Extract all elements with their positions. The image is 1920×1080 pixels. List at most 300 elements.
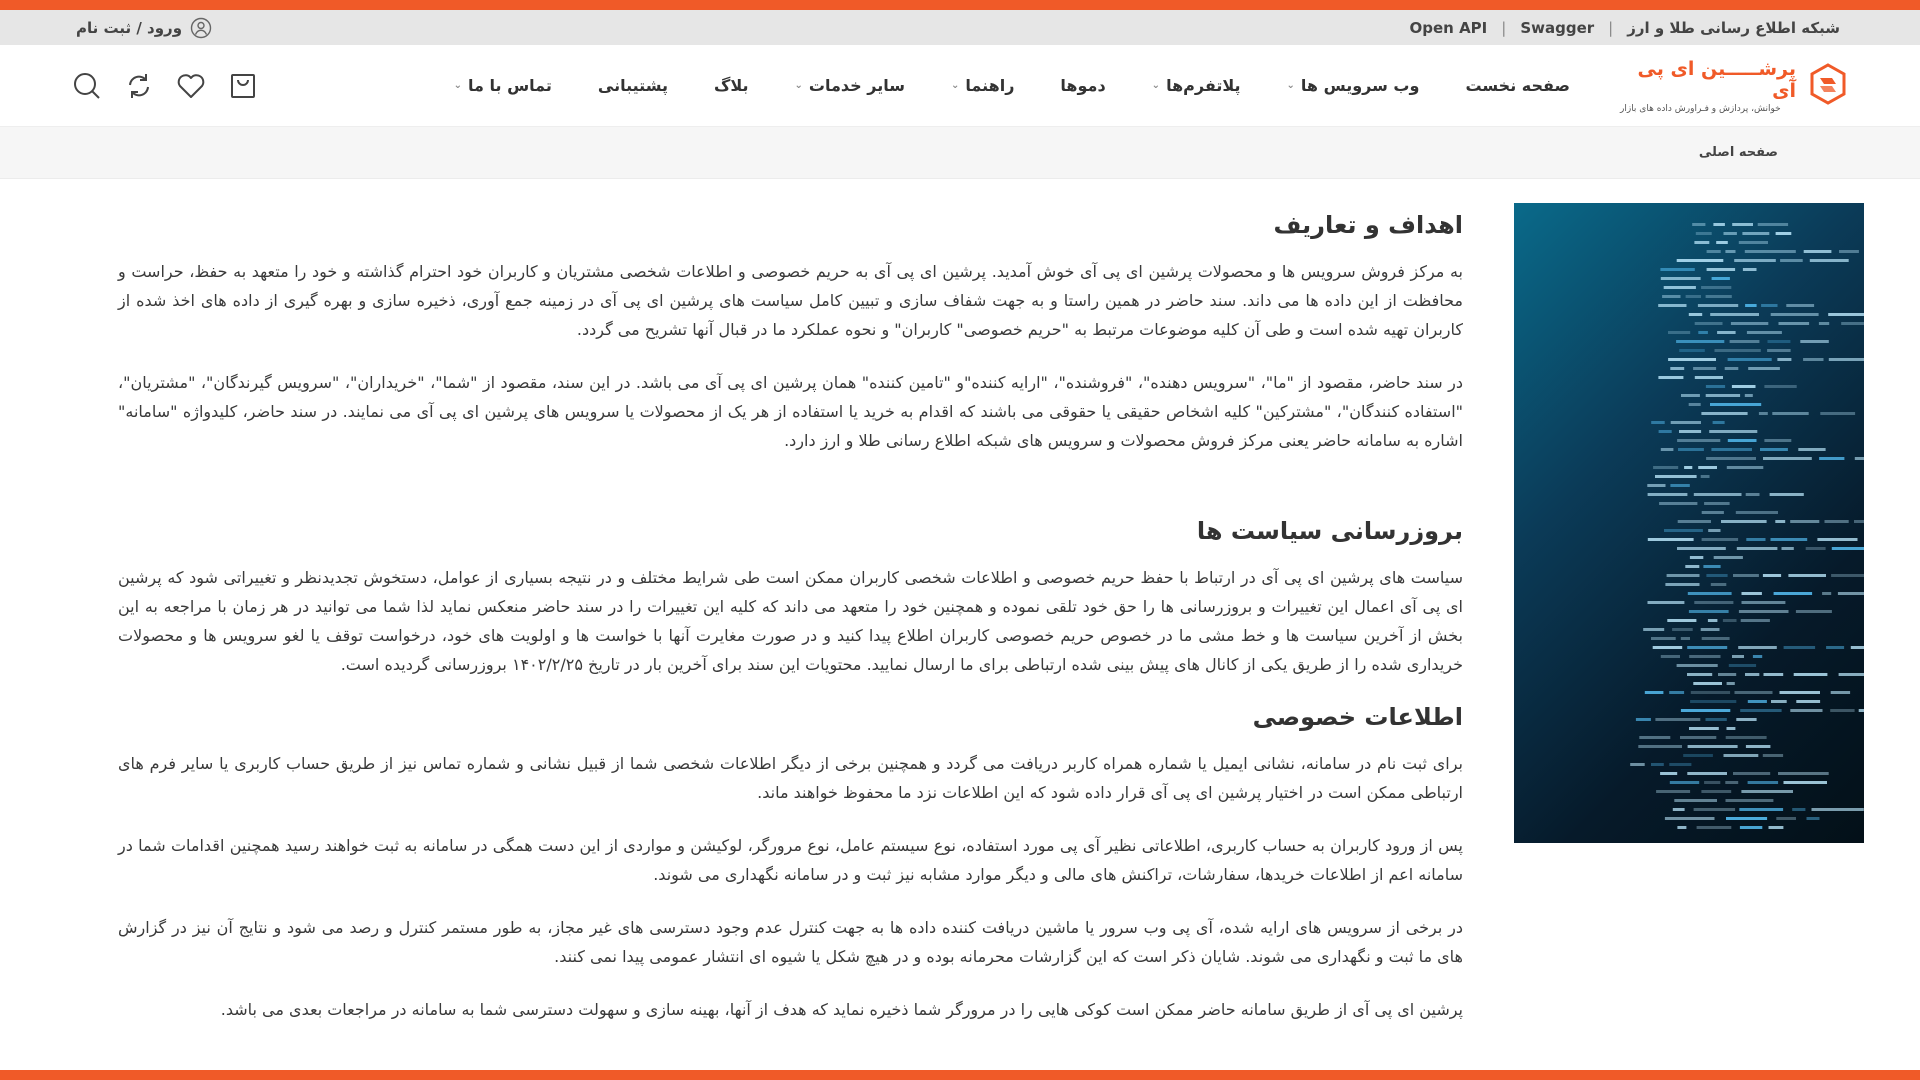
code-line [1695,322,1723,325]
section-title-goals: اهداف و تعاریف [1273,211,1463,239]
code-line [1745,673,1759,676]
code-line [1713,223,1725,226]
code-line [1660,772,1677,775]
topbar-links [1410,19,1841,37]
nav-demos[interactable] [1060,76,1105,95]
code-line [1689,727,1719,730]
code-line [1681,637,1690,640]
code-line [1825,520,1849,523]
code-line [1696,232,1712,235]
code-line [1729,664,1756,667]
code-line [1839,673,1864,676]
code-line [1687,646,1727,649]
open-api-link[interactable]: Open API [1409,18,1488,37]
code-line [1647,484,1665,487]
code-line [1735,691,1773,694]
code-line [1698,331,1708,334]
code-line [1688,745,1738,748]
code-line [1695,376,1723,379]
code-line [1694,493,1742,496]
code-line [1643,628,1664,631]
code-line [1859,709,1864,712]
code-line [1831,691,1850,694]
code-line [1677,826,1686,829]
code-line [1820,412,1855,415]
code-line [1693,682,1722,685]
code-line [1763,574,1781,577]
code-line [1792,808,1805,811]
code-line [1748,367,1780,370]
code-line [1704,502,1730,505]
code-illustration-image [1514,203,1864,843]
code-line [1680,736,1716,739]
code-line [1745,394,1753,397]
code-line [1668,331,1690,334]
code-line [1841,322,1864,325]
code-line [1665,817,1715,820]
policy-article [118,203,1463,1048]
code-line [1702,637,1730,640]
code-line [1706,385,1725,388]
code-line [1763,754,1783,757]
code-line [1687,772,1727,775]
code-line [1817,538,1857,541]
code-line [1664,286,1696,289]
code-line [1667,574,1700,577]
code-line [1761,304,1777,307]
code-line [1734,259,1776,262]
code-line [1726,817,1767,820]
code-line [1697,826,1732,829]
code-line [1798,448,1825,451]
header-icons [72,71,258,101]
code-line [1728,358,1772,361]
code-line [1684,466,1692,469]
code-line [1706,574,1727,577]
code-line [1728,439,1757,442]
code-line [1740,709,1781,712]
code-line [1784,646,1816,649]
code-line [1630,763,1645,766]
refresh-icon[interactable] [124,71,154,101]
code-line [1669,691,1684,694]
code-line [1681,709,1730,712]
code-line [1746,538,1765,541]
breadcrumb [0,127,1920,179]
nav-home[interactable] [1465,76,1570,95]
code-line [1725,781,1738,784]
code-line [1688,592,1732,595]
code-line [1732,655,1744,658]
search-icon[interactable] [72,71,102,101]
code-line [1636,718,1651,721]
paragraph: برای ثبت نام در سامانه، نشانی ایمیل یا شماره همراه کاربر دریافت می گردد و همچنین برخی از دیگر اطلاعات شخصی شما از قبیل نشانی و شماره تماس نیز از طریق حساب کاربری یا سایر فرم های ارتباطی ممکن است در اختیار پرشین ای پی آی قرار داده شود که این اطلاعات نزد ما محفوظ خواهند ماند. [118,754,1463,802]
nav-platforms[interactable] [1152,76,1241,95]
logo-icon [1806,62,1850,110]
code-line [1727,682,1735,685]
code-line [1670,367,1684,370]
code-line [1689,313,1702,316]
paragraph: در سند حاضر، مقصود از "ما"، "سرویس دهنده"، "فروشنده"، "ارایه کننده"و "تامین کننده" همان پرشین ای پی آی می باشد. در این سند، مقصود از "شما"، "خریداران"، "سرویس گیرندگان"، "مشتریان"، "استفاده کنندگان"، "مشترکین" کلیه اشخاص حقیقی یا حقوقی می باشند که اقدام به خرید یا استفاده از هر یک از محصولات یا سرویس های پرشین ای پی آی می نمایند. در سند حاضر، کلیدواژه "سامانه" اشاره به سامانه حاضر یعنی مرکز فروش محصولات و سرویس های شبکه اطلاع رسانی طلا و ارز دارد. [118,373,1463,450]
code-line [1653,466,1678,469]
section-title-updates: بروزرسانی سیاست ها [1196,517,1463,545]
code-line [1715,349,1761,352]
code-line [1838,592,1864,595]
code-line [1779,322,1810,325]
code-line [1712,277,1730,280]
code-line [1679,430,1701,433]
top-accent-bar [0,0,1920,10]
code-line [1701,286,1731,289]
nav-other-services[interactable] [795,76,905,95]
code-line [1670,484,1689,487]
code-line [1681,394,1700,397]
code-line [1723,619,1737,622]
code-line [1806,547,1826,550]
code-line [1771,313,1819,316]
code-line [1713,421,1725,424]
code-line [1690,556,1703,559]
code-line [1701,628,1720,631]
code-line [1790,709,1822,712]
code-line [1706,457,1756,460]
code-line [1707,250,1721,253]
code-line [1710,403,1761,406]
nav-contact[interactable] [454,76,552,95]
code-line [1716,241,1728,244]
code-line [1689,403,1701,406]
code-line [1758,223,1788,226]
code-line [1819,457,1844,460]
heart-icon[interactable] [176,71,206,101]
code-line [1721,520,1767,523]
code-line [1693,367,1716,370]
code-line [1790,520,1819,523]
code-line [1725,367,1739,370]
nav-blog[interactable] [714,76,749,95]
code-line [1831,574,1864,577]
code-line [1742,592,1762,595]
code-line [1668,358,1716,361]
code-line [1748,700,1767,703]
code-line [1770,493,1804,496]
code-line [1763,457,1812,460]
code-line [1776,232,1792,235]
paragraph: پس از ورود کاربران به حساب کاربری، اطلاعاتی نظیر آی پی مورد استفاده، نوع سیستم عامل، نوع مرورگر، لوکیشن و مواردی از این دست همگی در سامانه به ثبت خواهند رسید همچنین اقدامات شما در سامانه اعم از اطلاعات خریدها، سفارشات، تراکنش های مالی و دیگر موارد مشابه نیز ثبت و در سامانه نگهداری می شوند. [118,836,1463,884]
code-line [1732,385,1756,388]
code-line [1771,700,1787,703]
code-line [1701,475,1710,478]
code-line [1694,808,1736,811]
code-line [1658,304,1686,307]
code-line [1674,799,1717,802]
code-line [1718,673,1736,676]
code-line [1726,799,1774,802]
nav-web-services-label: وب سرویس ها [1300,76,1420,95]
code-line [1639,736,1670,739]
nav-support[interactable] [598,76,668,95]
code-line [1694,241,1709,244]
code-line [1812,808,1864,811]
code-line [1698,304,1738,307]
code-line [1826,646,1844,649]
code-line [1701,412,1747,415]
code-line [1660,268,1694,271]
code-line [1651,421,1665,424]
nav-blog-label: بلاگ [713,76,749,95]
code-line [1659,430,1672,433]
code-line [1854,520,1864,523]
paragraph: سیاست های پرشین ای پی آی در ارتباط با حفظ حریم خصوصی و اطلاعات شخصی کاربران ممکن است طی شرایط مختلف و در نتیجه بسیاری از عوامل، دستخوش تجدیدنظر و تغییراتی شود که پرشین ای پی آی اعمال این تغییرات و بروزرسانی ها را حق خود تلقی نموده و همچنین خود را متعهد می داند که کلیه این تغییرات را در سند حاضر منعکس نماید لذا شما می توانید در هر زمان با مراجعه به این بخش از آخرین سیاست ها و خط مشی ما در خصوص حریم خصوصی کاربران اطلاع پیدا کنید و در صورت مغایرت آنها با خواست ها و اولویت های خود، درخواست توقف یا لغو سرویس ها و محصولات خریداری شده را از طریق یکی از کانال های پیش بینی شده ارتباطی برای ما ارسال نمایید. محتویات این سند برای آخرین بار در تاریخ ۱۴۰۲/۲/۲۵ بروزرسانی گردیده است. [118,568,1463,674]
code-line [1689,610,1729,613]
nav-support-label: پشتیبانی [597,76,668,95]
code-line [1645,691,1664,694]
login-label: ورود / ثبت نام [76,18,183,37]
code-line [1704,781,1720,784]
code-line [1653,646,1683,649]
code-line [1775,520,1785,523]
code-line [1746,493,1760,496]
code-line [1796,700,1820,703]
swagger-link[interactable]: Swagger [1520,18,1595,37]
code-line [1839,250,1859,253]
code-line [1690,700,1736,703]
code-line [1830,709,1854,712]
code-line [1731,322,1768,325]
code-line [1679,349,1705,352]
nav-home-label: صفحه نخست [1465,76,1570,95]
code-line [1819,322,1829,325]
code-line [1692,223,1705,226]
code-line [1703,565,1720,568]
chevron-down-icon: ⌄ [453,80,462,91]
code-line [1648,538,1694,541]
chevron-down-icon: ⌄ [794,80,803,91]
code-line [1702,511,1724,514]
main-content [0,179,1920,1069]
code-line [1685,565,1699,568]
logo-subtitle: خوانش، پردازش و فـراورش داده های بازار [1620,103,1781,114]
code-line [1776,817,1796,820]
cart-icon[interactable] [228,71,258,101]
code-line [1769,826,1784,829]
code-line [1739,610,1789,613]
code-line [1725,250,1735,253]
separator: | [1608,18,1614,37]
nav-demos-label: دموها [1060,76,1106,95]
code-lines-graphic [1514,203,1864,843]
logo-title: پرشـــــین ای پی آی [1637,57,1796,102]
code-line [1648,601,1685,604]
code-line [1733,574,1759,577]
code-line [1764,439,1791,442]
code-line [1672,628,1693,631]
breadcrumb-home[interactable]: صفحه اصلی [1698,145,1778,160]
code-line [1726,736,1767,739]
code-line [1777,358,1791,361]
code-line [1780,259,1803,262]
code-line [1803,358,1823,361]
paragraph: به مرکز فروش سرویس ها و محصولات پرشین ای پی آی خوش آمدید. پرشین ای پی آی به حریم خصوصی و اطلاعات شخصی مشتریان و کاربران خود احترام گذاشته و خود را متعهد به حفظ، حراست و محافظت از این داده ها می داند. سند حاضر در همین راستا و به جهت شفاف سازی و تبیین کامل سیاست های پرشین ای پی آی در زمینه جمع آوری، ذخیره سازی و بهره گیری از داده های اخذ شده از کاربران تهیه شده است و طی آن کلیه موضوعات مرتبط به "حریم خصوصی" کاربران" و نحوه عملکرد ما در قبال آنها تشریح می گردد. [118,262,1463,339]
code-line [1677,547,1726,550]
code-line [1767,349,1791,352]
code-line [1733,772,1770,775]
code-line [1706,295,1732,298]
code-line [1736,718,1756,721]
code-line [1670,781,1699,784]
code-line [1784,781,1828,784]
code-line [1855,457,1864,460]
bottom-accent-bar [0,1070,1920,1080]
code-line [1745,250,1796,253]
code-line [1686,295,1701,298]
code-line [1804,250,1832,253]
paragraph: در برخی از سرویس های ارایه شده، آی پی وب سرور یا ماشین دریافت کننده داده ها به جهت کنترل عدم وجود دسترسی های غیر مجاز، به طور مستمر کنترل و رصد می شود و نتایج آن نیز در گزارش های ما ثبت و نگهداری می شوند. شایان ذکر است که این گزارشات محرمانه بوده و در هیچ شکل یا شیوه ای انتشار عمومی پیدا نمی کنند. [118,918,1463,966]
code-line [1760,448,1788,451]
code-line [1711,448,1752,451]
separator: | [1501,18,1507,37]
code-line [1828,313,1864,316]
code-line [1689,655,1720,658]
code-line [1678,448,1704,451]
code-line [1662,295,1680,298]
code-line [1664,529,1703,532]
code-line [1656,790,1690,793]
code-line [1771,538,1808,541]
code-line [1796,610,1832,613]
code-line [1709,430,1757,433]
code-line [1782,547,1794,550]
code-line [1743,268,1757,271]
code-line [1714,556,1743,559]
code-line [1832,547,1864,550]
code-line [1730,340,1760,343]
code-line [1768,340,1791,343]
chevron-down-icon: ⌄ [1151,80,1161,91]
code-line [1800,340,1829,343]
code-line [1677,439,1720,442]
code-line [1738,646,1777,649]
code-line [1739,808,1783,811]
code-line [1732,223,1753,226]
code-line [1677,259,1724,262]
user-icon [190,17,212,39]
code-line [1665,583,1699,586]
code-line [1764,673,1784,676]
code-line [1739,241,1768,244]
code-line [1745,304,1757,307]
nav-platforms-label: پلاتفرم‌ها [1166,76,1241,95]
code-line [1655,718,1700,721]
code-line [1648,493,1688,496]
code-line [1671,421,1701,424]
code-line [1772,412,1808,415]
main-header [0,45,1920,127]
code-line [1691,691,1730,694]
code-line [1683,754,1713,757]
code-line [1740,826,1762,829]
code-line [1676,340,1724,343]
code-line [1727,727,1736,730]
nav-other-services-label: سایر خدمات [808,76,905,95]
login-register-link[interactable] [76,17,212,39]
code-line [1786,304,1814,307]
code-line [1651,763,1664,766]
code-line [1788,574,1826,577]
code-line [1694,601,1733,604]
top-utility-bar [0,10,1920,45]
main-nav [258,76,1580,95]
code-line [1708,619,1718,622]
code-line [1742,232,1769,235]
nav-guide-label: راهنما [965,76,1015,95]
code-line [1778,772,1829,775]
code-line [1774,592,1813,595]
code-line [1678,520,1711,523]
code-line [1724,754,1759,757]
code-line [1655,475,1697,478]
code-line [1638,745,1682,748]
code-line [1706,394,1740,397]
chevron-down-icon: ⌄ [950,80,960,91]
code-line [1708,529,1720,532]
code-line [1661,277,1701,280]
code-line [1794,673,1828,676]
code-line [1717,331,1736,334]
nav-contact-label: تماس با ما [468,76,552,95]
code-line [1810,259,1849,262]
chevron-down-icon: ⌄ [1286,80,1295,91]
code-line [1698,466,1717,469]
site-name-link[interactable]: شبکه اطلاع رسانی طلا و ارز [1627,18,1840,37]
code-line [1822,592,1831,595]
section-title-private-info: اطلاعات خصوصی [1252,703,1463,731]
code-line [1727,466,1764,469]
nav-web-services[interactable] [1287,76,1420,95]
logo-text [1620,58,1796,114]
code-line [1736,511,1778,514]
code-line [1706,718,1727,721]
code-line [1677,664,1718,667]
code-line [1851,646,1864,649]
code-line [1759,412,1768,415]
code-line [1687,673,1712,676]
code-line [1661,655,1680,658]
code-line [1707,268,1736,271]
code-line [1724,232,1737,235]
code-line [1711,583,1727,586]
code-line [1753,655,1762,658]
code-line [1701,790,1731,793]
paragraph: پرشین ای پی آی از طریق سامانه حاضر ممکن است کوکی هایی را در مرورگر شما ذخیره نماید که هدف از آنها، بهینه سازی و سهولت دسترسی شما به سامانه در مراجعات بعدی می باشد. [220,1000,1463,1019]
code-line [1807,817,1820,820]
code-line [1667,619,1696,622]
code-line [1669,763,1691,766]
code-line [1748,781,1779,784]
code-line [1829,358,1864,361]
code-line [1746,745,1771,748]
code-line [1737,547,1778,550]
code-line [1747,331,1782,334]
nav-guide[interactable] [951,76,1014,95]
site-logo[interactable] [1620,58,1850,114]
code-line [1659,502,1697,505]
code-line [1741,790,1793,793]
code-line [1673,808,1685,811]
code-line [1742,601,1786,604]
code-line [1658,376,1683,379]
code-line [1702,538,1739,541]
